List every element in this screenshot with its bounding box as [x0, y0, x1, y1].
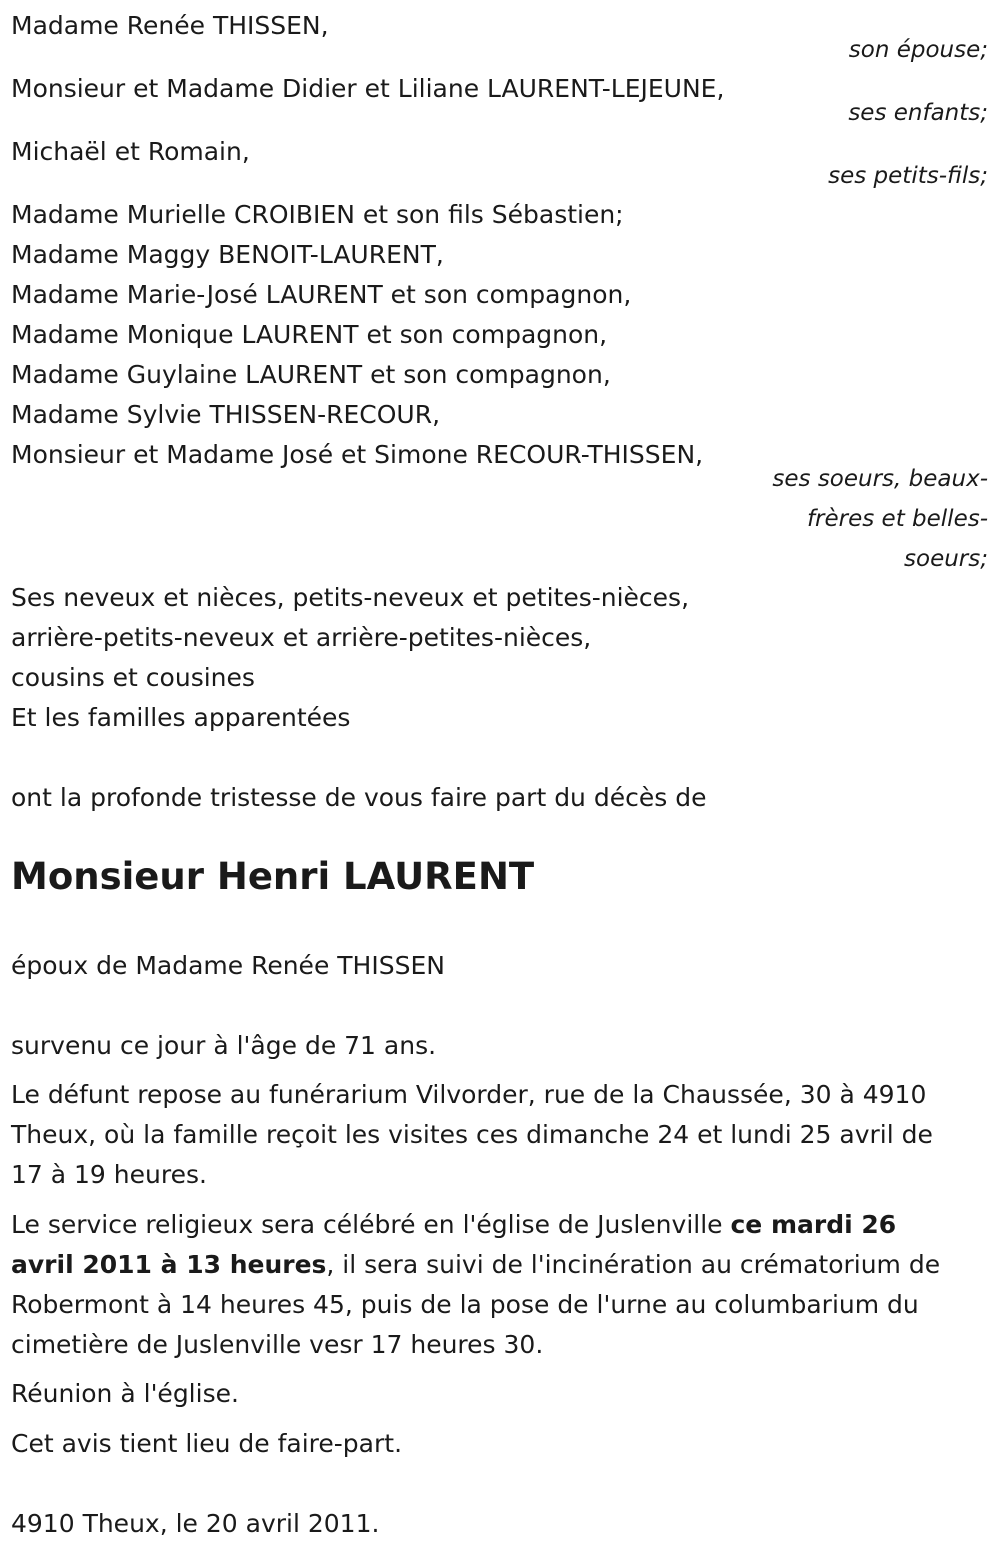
children-relation: ses enfants; — [848, 100, 988, 126]
siblings-relation-line: frères et belles- — [806, 506, 988, 532]
relatives-line: cousins et cousines — [11, 663, 255, 692]
service-text: Le service religieux sera célébré en l'église de Juslenville — [11, 1210, 731, 1239]
sibling-line: Madame Marie-José LAURENT et son compagnon, — [11, 280, 632, 309]
service-text: , il sera suivi de l'incinération au crématorium de — [326, 1250, 941, 1279]
spouse-name: Madame Renée THISSEN, — [11, 11, 329, 40]
children-name: Monsieur et Madame Didier et Liliane LAURENT-LEJEUNE, — [11, 74, 725, 103]
age-text: survenu ce jour à l'âge de 71 ans. — [11, 1031, 437, 1060]
sibling-line: Madame Guylaine LAURENT et son compagnon, — [11, 360, 611, 389]
spouse-of-text: époux de Madame Renée THISSEN — [11, 951, 445, 980]
visitation-line: Theux, où la famille reçoit les visites ces dimanche 24 et lundi 25 avril de — [11, 1120, 933, 1149]
sibling-line: Madame Maggy BENOIT-LAURENT, — [11, 240, 444, 269]
service-line-1 — [11, 1205, 896, 1245]
reunion-text: Réunion à l'église. — [11, 1379, 239, 1408]
sibling-line: Madame Murielle CROIBIEN et son fils Sébastien; — [11, 200, 624, 229]
siblings-relation-line: ses soeurs, beaux- — [772, 466, 988, 492]
place-date-text: 4910 Theux, le 20 avril 2011. — [11, 1509, 380, 1538]
spouse-relation: son épouse; — [848, 37, 988, 63]
announcement-text: ont la profonde tristesse de vous faire part du décès de — [11, 783, 707, 812]
grandchildren-relation: ses petits-fils; — [828, 163, 988, 189]
grandchildren-name: Michaël et Romain, — [11, 137, 250, 166]
sibling-line: Monsieur et Madame José et Simone RECOUR-THISSEN, — [11, 440, 704, 469]
service-time-bold: avril 2011 à 13 heures — [11, 1250, 327, 1279]
deceased-name: Monsieur Henri LAURENT — [11, 855, 535, 898]
visitation-line: 17 à 19 heures. — [11, 1160, 207, 1189]
relatives-line: Ses neveux et nièces, petits-neveux et petites-nièces, — [11, 583, 690, 612]
siblings-relation-line: soeurs; — [904, 546, 988, 572]
sibling-line: Madame Sylvie THISSEN-RECOUR, — [11, 400, 441, 429]
notice-text: Cet avis tient lieu de faire-part. — [11, 1429, 403, 1458]
relatives-line: arrière-petits-neveux et arrière-petites-nièces, — [11, 623, 592, 652]
service-date-bold: ce mardi 26 — [730, 1210, 897, 1239]
visitation-line: Le défunt repose au funérarium Vilvorder, rue de la Chaussée, 30 à 4910 — [11, 1080, 927, 1109]
service-line-3: Robermont à 14 heures 45, puis de la pose de l'urne au columbarium du — [11, 1290, 919, 1319]
service-line-2 — [11, 1245, 940, 1285]
relatives-line: Et les familles apparentées — [11, 703, 351, 732]
sibling-line: Madame Monique LAURENT et son compagnon, — [11, 320, 608, 349]
service-line-4: cimetière de Juslenville vesr 17 heures 30. — [11, 1330, 544, 1359]
